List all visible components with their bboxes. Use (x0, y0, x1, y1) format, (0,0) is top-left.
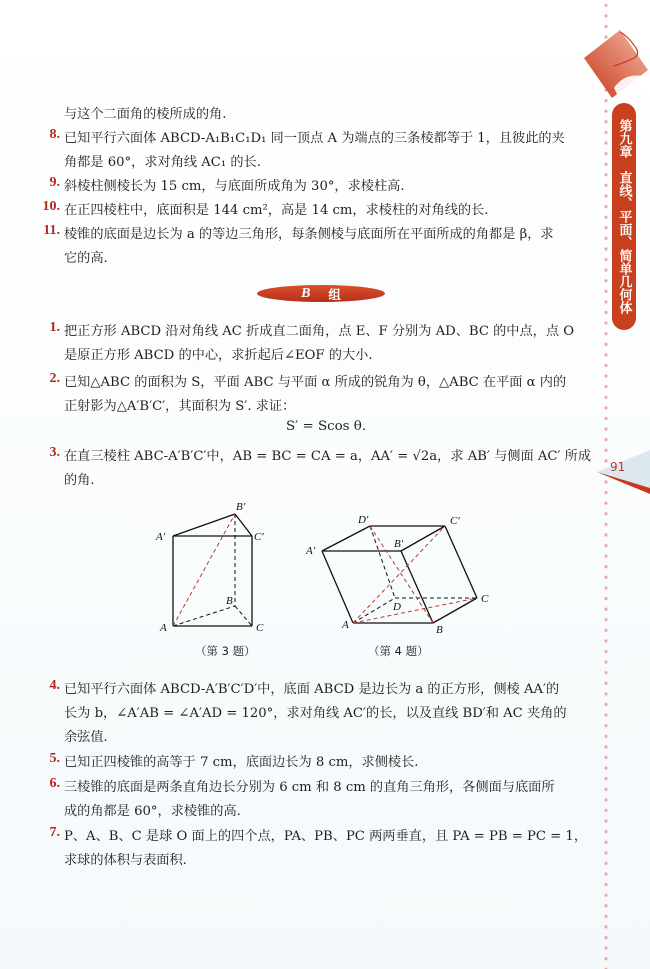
vertex-label: C′ (450, 515, 460, 527)
problem-number: 6. (49, 776, 60, 791)
problem-text: 的角. (64, 473, 95, 488)
vertex-label: B′ (236, 501, 246, 513)
problem-text: 已知△ABC 的面积为 S，平面 ABC 与平面 α 所成的锐角为 θ，△ABC 在平面 α 内的 (64, 375, 567, 390)
vertex-label: B (226, 595, 233, 607)
problem-text: 斜棱柱侧棱长为 15 cm，与底面所成角为 30°，求棱柱高. (64, 179, 405, 194)
equation: S′ = Scos θ. (286, 419, 367, 434)
vertex-label: A (342, 619, 349, 631)
problem-number: 8. (49, 127, 60, 142)
problem-text: 三棱锥的底面是两条直角边长分别为 6 cm 和 8 cm 的直角三角形，各侧面与底面所 (64, 780, 555, 795)
figure-caption: （第 4 题） (368, 644, 429, 658)
problem-text: 成的角都是 60°，求棱锥的高. (64, 804, 241, 819)
vertex-label: C (256, 622, 264, 634)
problem-text: 是原正方形 ABCD 的中心，求折起后∠EOF 的大小. (64, 348, 373, 363)
group-b-banner (257, 285, 385, 302)
problem-number: 10. (42, 199, 60, 214)
problem-text: 求球的体积与表面积. (64, 853, 187, 868)
problem-text: 长为 b，∠A′AB = ∠A′AD = 120°，求对角线 AC′的长，以及直线 BD′和 AC 夹角的 (64, 706, 567, 721)
problem-number: 9. (49, 175, 60, 190)
problem-text: 已知正四棱锥的高等于 7 cm，底面边长为 8 cm，求侧棱长. (64, 755, 419, 770)
problem-text: 已知平行六面体 ABCD-A′B′C′D′中，底面 ABCD 是边长为 a 的正方形，侧棱 AA′的 (64, 682, 560, 697)
vertex-label: D′ (358, 514, 369, 526)
problem-text: 它的高. (64, 251, 108, 266)
vertex-label: D (393, 601, 401, 613)
problem-text: 把正方形 ABCD 沿对角线 AC 折成直二面角，点 E、F 分别为 AD、BC 的中点，点 O (64, 324, 575, 339)
vertex-label: B′ (394, 538, 404, 550)
chapter-tab: 第九章 直线、平面、简单几何体 (612, 103, 636, 330)
continuation-text: 与这个二面角的棱所成的角. (64, 107, 227, 122)
problem-text: 已知平行六面体 ABCD-A₁B₁C₁D₁ 同一顶点 A 为端点的三条棱都等于 1，且彼此的夹 (64, 131, 565, 146)
problem-number: 11. (43, 223, 60, 238)
group-label: 组 (328, 286, 341, 302)
figure-3-triangular-prism (150, 495, 290, 635)
page-number: 91 (610, 460, 626, 474)
folded-page-icon (578, 18, 650, 98)
problem-number: 4. (49, 678, 60, 693)
figure-caption: （第 3 题） (195, 644, 256, 658)
vertex-label: A′ (306, 545, 316, 557)
problem-text: 在正四棱柱中，底面积是 144 cm²，高是 14 cm，求棱柱的对角线的长. (64, 203, 489, 218)
vertex-label: A′ (156, 531, 166, 543)
problem-number: 7. (49, 825, 60, 840)
problem-text: 正射影为△A′B′C′，其面积为 S′. 求证： (64, 399, 296, 414)
problem-number: 3. (49, 445, 60, 460)
problem-text: 在直三棱柱 ABC-A′B′C′中，AB = BC = CA = a，AA′ = √2a，求 AB′ 与侧面 AC′ 所成 (64, 449, 592, 464)
figure-4-parallelepiped (300, 510, 500, 635)
vertex-label: A (160, 622, 167, 634)
problem-number: 2. (49, 371, 60, 386)
vertex-label: B (436, 624, 443, 635)
problem-text: 角都是 60°，求对角线 AC₁ 的长. (64, 155, 261, 170)
vertex-label: C (481, 593, 489, 605)
problem-text: P、A、B、C 是球 O 面上的四个点，PA、PB、PC 两两垂直，且 PA = PB = PC = 1， (64, 829, 588, 844)
problem-text: 余弦值. (64, 730, 108, 745)
group-letter: B (301, 285, 311, 301)
problem-text: 棱锥的底面是边长为 a 的等边三角形，每条侧棱与底面所在平面所成的角都是 β，求 (64, 227, 554, 242)
problem-number: 5. (49, 751, 60, 766)
problem-number: 1. (49, 320, 60, 335)
vertex-label: C′ (254, 531, 264, 543)
